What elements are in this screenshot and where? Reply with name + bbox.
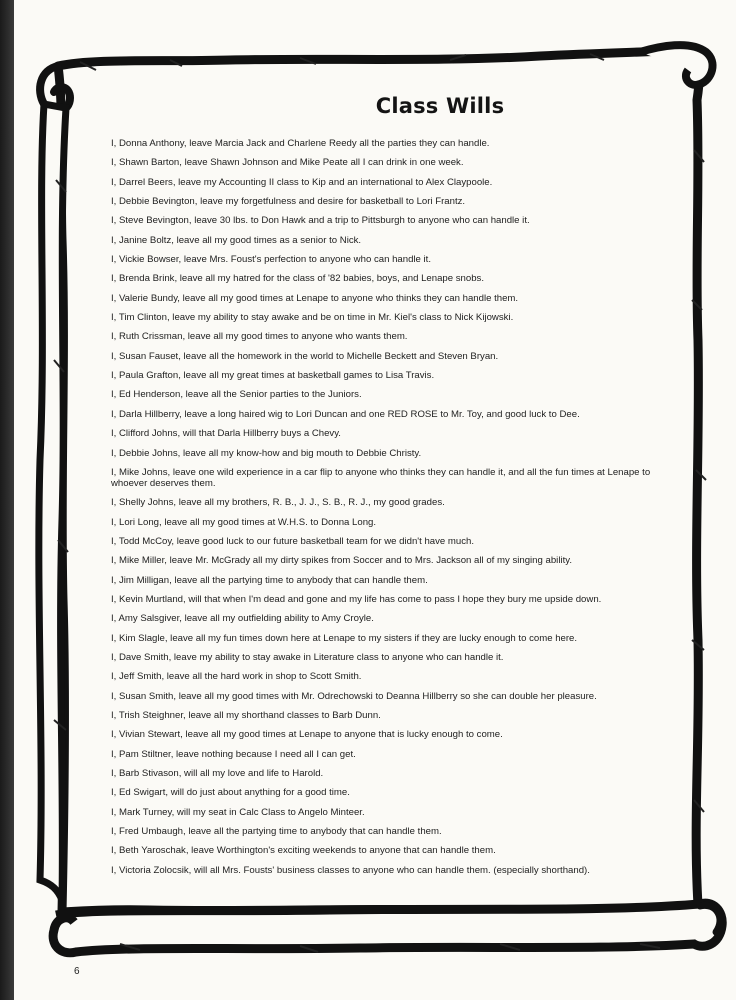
will-entry: I, Todd McCoy, leave good luck to our future basketball team for we didn't have much. — [111, 535, 475, 547]
will-entry: I, Jeff Smith, leave all the hard work in shop to Scott Smith. — [111, 671, 362, 683]
will-entry: I, Dave Smith, leave my ability to stay awake in Literature class to anyone who can handle it. — [111, 651, 504, 663]
page-number: 6 — [74, 966, 80, 977]
will-entry: I, Shelly Johns, leave all my brothers, R. B., J. J., S. B., R. J., my good grades. — [111, 497, 445, 509]
scroll-curl-top-right — [640, 45, 713, 85]
class-wills-list — [111, 138, 671, 884]
will-entry: I, Amy Salsgiver, leave all my outfielding ability to Amy Croyle. — [111, 613, 374, 625]
will-entry: I, Tim Clinton, leave my ability to stay awake and be on time in Mr. Kiel's class to Nick Kijowski. — [111, 312, 514, 324]
will-entry: I, Brenda Brink, leave all my hatred for the class of '82 babies, boys, and Lenape snobs. — [111, 273, 485, 285]
will-entry: I, Ed Swigart, will do just about anything for a good time. — [111, 787, 350, 799]
will-entry: I, Debbie Bevington, leave my forgetfulness and desire for basketball to Lori Frantz. — [111, 196, 466, 208]
will-entry: I, Victoria Zolocsik, will all Mrs. Fousts' business classes to anyone who can handle them. (especially shorthand). — [111, 864, 590, 876]
page-title: Class Wills — [375, 94, 505, 118]
will-entry: I, Mike Johns, leave one wild experience in a car flip to anyone who thinks they can handle it, and all the fun times at Lenape to whoever deserves them. — [111, 466, 651, 489]
will-entry: I, Barb Stivason, will all my love and life to Harold. — [111, 768, 324, 779]
scroll-bottom-roll — [53, 903, 722, 953]
will-entry: I, Beth Yaroschak, leave Worthington's exciting weekends to anyone that can handle them. — [111, 845, 496, 857]
will-entry: I, Janine Boltz, leave all my good times as a senior to Nick. — [111, 234, 362, 246]
will-entry: I, Mark Turney, will my seat in Calc Class to Angelo Minteer. — [111, 806, 365, 818]
will-entry: I, Ruth Crissman, leave all my good times to anyone who wants them. — [111, 331, 408, 343]
will-entry: I, Darrel Beers, leave my Accounting II class to Kip and an international to Alex Claypoole. — [111, 176, 493, 188]
will-entry: I, Trish Steighner, leave all my shorthand classes to Barb Dunn. — [111, 709, 381, 721]
will-entry: I, Valerie Bundy, leave all my good times at Lenape to anyone who thinks they can handle them. — [111, 292, 519, 304]
will-entry: I, Pam Stiltner, leave nothing because I need all I can get. — [111, 748, 356, 760]
will-entry: I, Vivian Stewart, leave all my good times at Lenape to anyone that is lucky enough to come. — [111, 729, 503, 741]
will-entry: I, Shawn Barton, leave Shawn Johnson and Mike Peate all I can drink in one week. — [111, 157, 464, 169]
will-entry: I, Jim Milligan, leave all the partying time to anybody that can handle them. — [111, 574, 428, 586]
will-entry: I, Susan Fauset, leave all the homework in the world to Michelle Beckett and Steven Bryan. — [111, 350, 499, 362]
will-entry: I, Debbie Johns, leave all my know-how and big mouth to Debbie Christy. — [111, 447, 422, 459]
will-entry: I, Darla Hillberry, leave a long haired wig to Lori Duncan and one RED ROSE to Mr. Toy, and good luck to Dee. — [111, 408, 580, 420]
scroll-left-roll — [39, 104, 66, 900]
will-entry: I, Mike Miller, leave Mr. McGrady all my dirty spikes from Soccer and to Mrs. Jackson all of my singing ability. — [111, 555, 572, 567]
will-entry: I, Kevin Murtland, will that when I'm dead and gone and my life has come to pass I hope they bury me upside down. — [111, 593, 602, 605]
will-entry: I, Susan Smith, leave all my good times with Mr. Odrechowski to Deanna Hillberry so she can double her pleasure. — [111, 690, 597, 702]
will-entry: I, Lori Long, leave all my good times at W.H.S. to Donna Long. — [111, 516, 377, 528]
will-entry: I, Vickie Bowser, leave Mrs. Foust's perfection to anyone who can handle it. — [111, 254, 432, 266]
will-entry: I, Kim Slagle, leave all my fun times down here at Lenape to my sisters if they are lucky enough to come here. — [111, 632, 578, 644]
will-entry: I, Donna Anthony, leave Marcia Jack and Charlene Reedy all the parties they can handle. — [111, 138, 490, 149]
will-entry: I, Ed Henderson, leave all the Senior parties to the Juniors. — [111, 389, 362, 401]
will-entry: I, Clifford Johns, will that Darla Hillberry buys a Chevy. — [111, 428, 341, 440]
will-entry: I, Fred Umbaugh, leave all the partying time to anybody that can handle them. — [111, 826, 442, 838]
will-entry: I, Steve Bevington, leave 30 lbs. to Don Hawk and a trip to Pittsburgh to anyone who can handle it. — [111, 215, 530, 227]
will-entry: I, Paula Grafton, leave all my great times at basketball games to Lisa Travis. — [111, 370, 435, 382]
